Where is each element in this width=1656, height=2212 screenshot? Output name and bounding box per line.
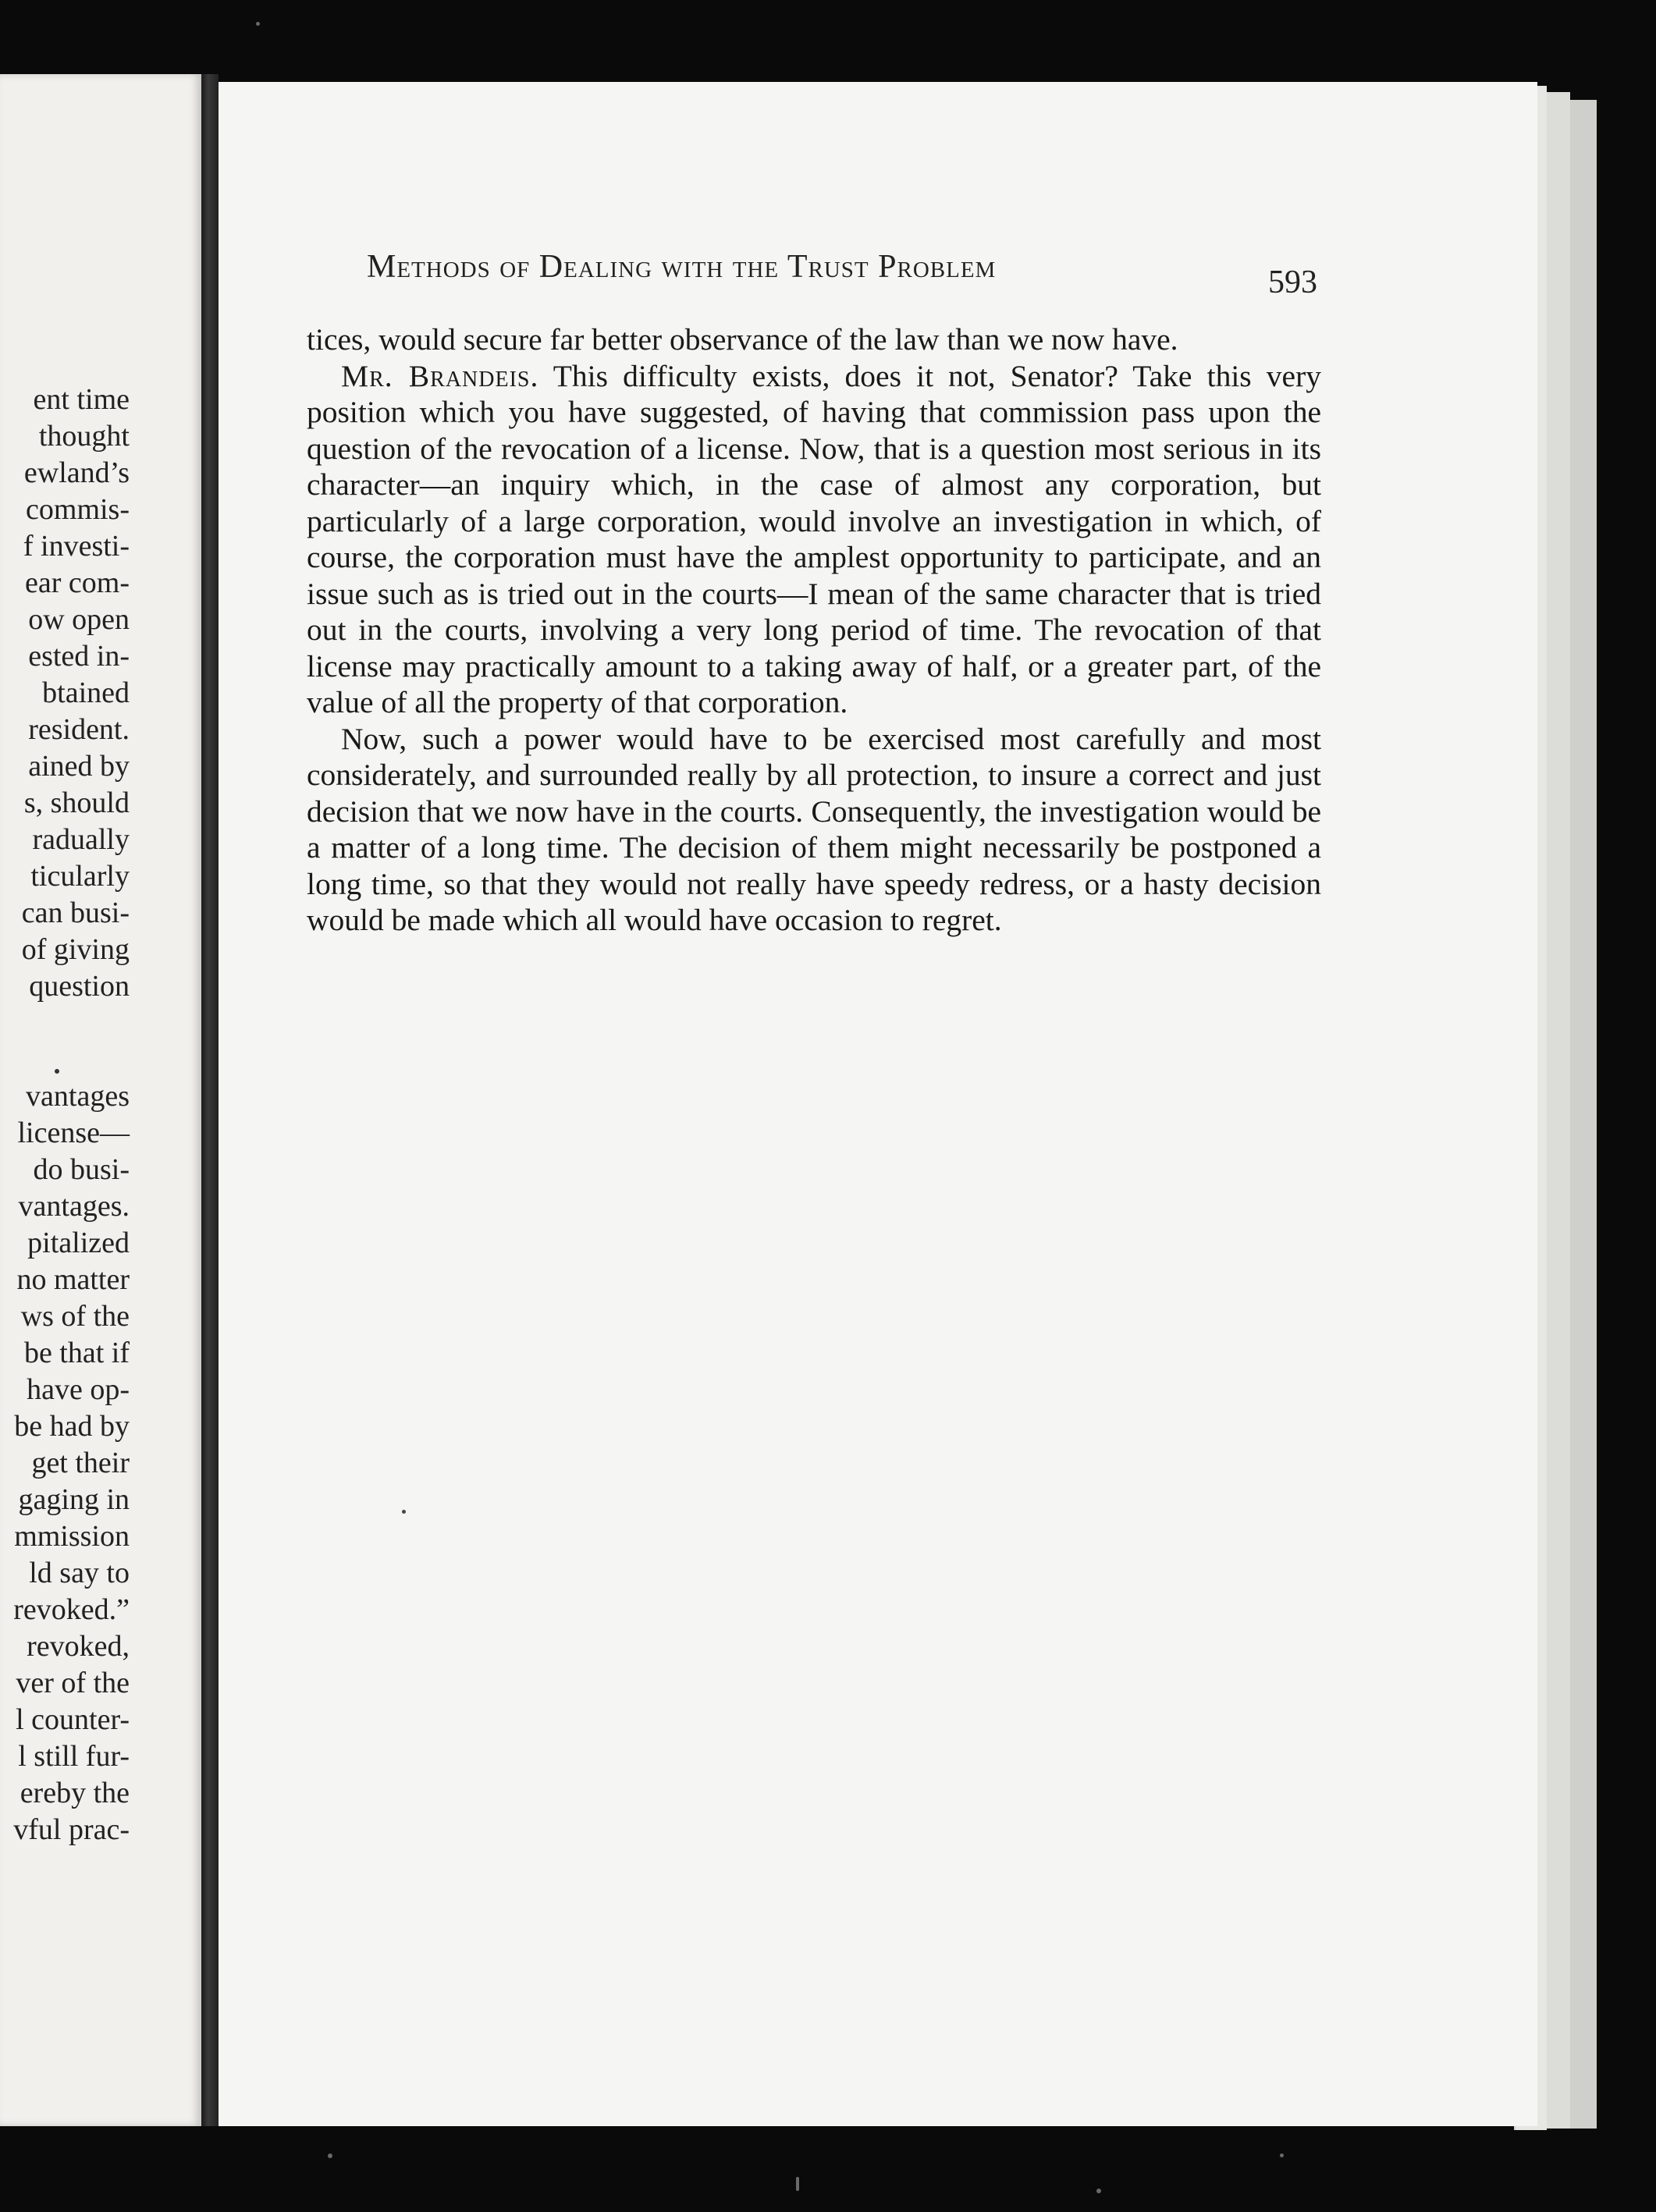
page-edge: [1569, 100, 1597, 2129]
paragraph: [307, 358, 1321, 721]
previous-page-line: do busi-: [33, 1153, 130, 1186]
previous-page-line: vful prac-: [13, 1813, 130, 1846]
previous-page-line: revoked.”: [13, 1593, 130, 1626]
previous-page-line: resident.: [28, 713, 130, 746]
previous-page-line: be that if: [23, 1337, 130, 1369]
previous-page-line: vantages.: [18, 1190, 130, 1223]
previous-page-line: have op-: [27, 1373, 130, 1406]
previous-page-line: be had by: [14, 1410, 130, 1443]
previous-page-line: of giving: [21, 933, 130, 966]
previous-page-line: l still fur-: [18, 1740, 130, 1773]
previous-page-line: ewland’s: [23, 456, 130, 489]
previous-page-line: commis-: [26, 493, 130, 526]
previous-page-line: f investi-: [23, 530, 130, 563]
previous-page-line: gaging in: [18, 1483, 130, 1516]
previous-page-line: thought: [38, 420, 130, 453]
previous-page-line: ear com-: [25, 566, 130, 599]
previous-page-line: btained: [42, 676, 130, 709]
previous-page-line: no matter: [16, 1263, 130, 1296]
previous-page-line: pitalized: [27, 1227, 130, 1259]
previous-page-line: ws of the: [20, 1300, 130, 1333]
previous-page-line: revoked,: [27, 1630, 130, 1663]
previous-page-line: get their: [31, 1447, 130, 1479]
previous-page-text: [13, 382, 130, 1848]
previous-page-line: ow open: [28, 603, 130, 636]
paragraph: tices, would secure far better observance of the law than we now have.: [307, 322, 1178, 357]
scan-speck: [1096, 2189, 1101, 2193]
book-gutter: [201, 74, 219, 2126]
page-body: [307, 321, 1321, 939]
scan-speck: [1280, 2153, 1284, 2157]
paragraph: Now, such a power would have to be exercised most carefully and most considerately, and surrounded really by all protection, to insure a correct and just decision that we now have in the courts. Consequently, the investigation would be a matter of a long time. The decision of them might necessarily be postponed a long time, so that they would not really have speedy redress, or a hasty decision would be made which all would have occasion to regret.: [307, 721, 1321, 937]
speaker-name: Mr. Brandeis.: [341, 358, 539, 393]
page-speck: [402, 1510, 406, 1514]
previous-page-line: ested in-: [28, 640, 130, 673]
running-head: Methods of Dealing with the Trust Problem: [367, 249, 997, 285]
previous-page-line: mmission: [14, 1520, 130, 1553]
previous-page-line: license—: [17, 1117, 130, 1149]
previous-page-fragment: [0, 74, 201, 2126]
previous-page-line: radually: [32, 823, 130, 856]
scan-speck: [256, 22, 260, 26]
previous-page-line: ained by: [28, 750, 130, 783]
previous-page-line: ld say to: [29, 1557, 130, 1589]
scan-speck: [328, 2153, 332, 2158]
previous-page-line: question: [29, 970, 130, 1003]
previous-page-line: ent time: [33, 383, 130, 416]
page-edge: [1545, 92, 1570, 2129]
page-number: 593: [1268, 265, 1317, 300]
previous-page-line: ereby the: [20, 1777, 130, 1809]
left-page-dot: [55, 1069, 59, 1074]
previous-page-line: [13, 1005, 130, 1078]
speaker-text: This difficulty exists, does it not, Senator? Take this very position which you have suggested, of having that commission pass upon the question of the revocation of a license. Now, that is a question most serious in its character—an inquiry which, in the case of almost any corporation, but particularly of a large corporation, would involve an investigation in which, of course, the corporation must have the amplest opportunity to participate, and an issue such as is tried out in the courts—I mean of the same character that is tried out in the courts, involving a very long period of time. The revocation of that license may practically amount to a taking away of half, or a greater part, of the value of all the property of that corporation.: [307, 358, 1321, 719]
previous-page-line: can busi-: [21, 897, 130, 929]
previous-page-line: ticularly: [30, 860, 130, 893]
previous-page-line: vantages: [26, 1080, 130, 1113]
previous-page-line: ver of the: [16, 1667, 130, 1699]
previous-page-line: l counter-: [16, 1703, 130, 1736]
previous-page-line: s, should: [23, 786, 130, 819]
scan-speck: [796, 2177, 799, 2191]
